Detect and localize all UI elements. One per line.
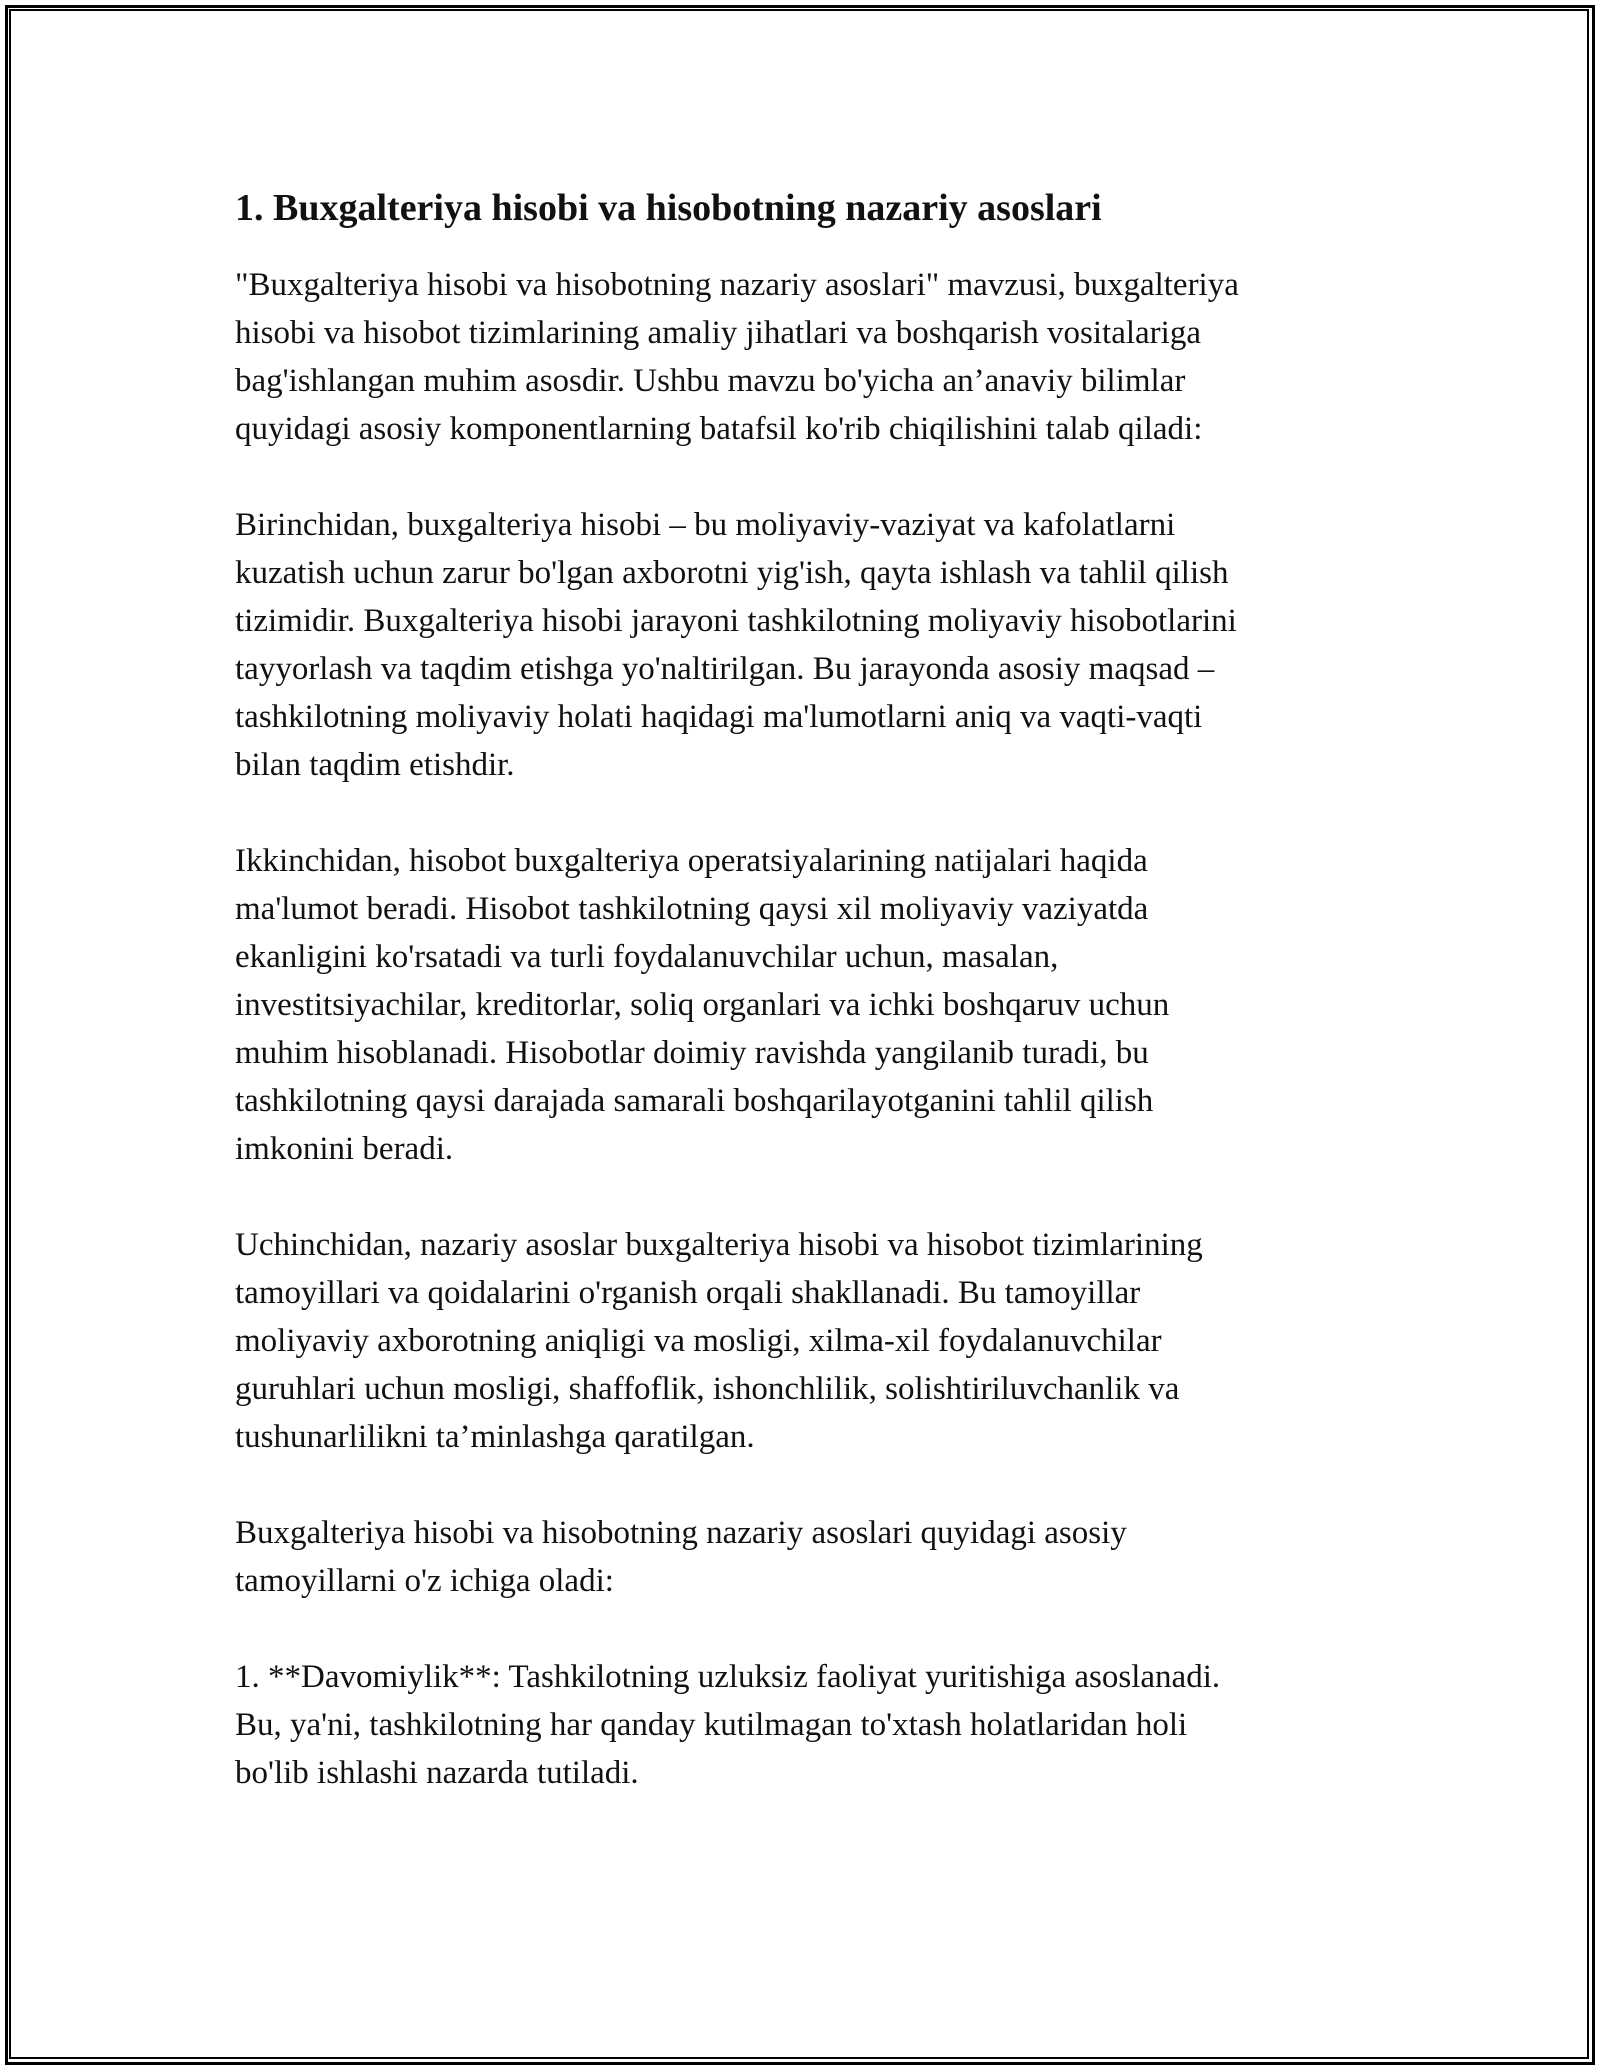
section-heading: 1. Buxgalteriya hisobi va hisobotning nazariy asoslari xyxy=(235,187,1102,229)
document-body xyxy=(235,185,1385,1845)
paragraph-principles-intro: Buxgalteriya hisobi va hisobotning nazariy asoslari quyidagi asosiy tamoyillarni o'z ichiga oladi: xyxy=(235,1514,1127,1599)
paragraph-first-point: Birinchidan, buxgalteriya hisobi – bu moliyaviy-vaziyat va kafolatlarni kuzatish uchun zarur bo'lgan axborotni yig'ish, qayta ishlash va tahlil qilish tizimidir. Buxgalteriya hisobi jarayoni tashkilotning moliyaviy hisobotlarini tayyorlash va taqdim etishga yo'naltirilgan. Bu jarayonda asosiy maqsad – tashkilotning moliyaviy holati haqidagi ma'lumotlarni aniq va vaqti-vaqti bilan taqdim etishdir. xyxy=(235,506,1237,783)
paragraph-third-point: Uchinchidan, nazariy asoslar buxgalteriya hisobi va hisobot tizimlarining tamoyillari va qoidalarini o'rganish orqali shakllanadi. Bu tamoyillar moliyaviy axborotning aniqligi va mosligi, xilma-xil foydalanuvchilar guruhlari uchun mosligi, shaffoflik, ishonchlilik, solishtiriluvchanlik va tushunarlilikni ta’minlashga qaratilgan. xyxy=(235,1226,1203,1455)
paragraph-principle-continuity: 1. **Davomiylik**: Tashkilotning uzluksiz faoliyat yuritishiga asoslanadi. Bu, ya'ni, tashkilotning har qanday kutilmagan to'xtash holatlaridan holi bo'lib ishlashi nazarda tutiladi. xyxy=(235,1658,1221,1791)
paragraph-intro: "Buxgalteriya hisobi va hisobotning nazariy asoslari" mavzusi, buxgalteriya hisobi va hisobot tizimlarining amaliy jihatlari va boshqarish vositalariga bag'ishlangan muhim asosdir. Ushbu mavzu bo'yicha an’anaviy bilimlar quyidagi asosiy komponentlarning batafsil ko'rib chiqilishini talab qiladi: xyxy=(235,266,1239,447)
paragraph-second-point: Ikkinchidan, hisobot buxgalteriya operatsiyalarining natijalari haqida ma'lumot beradi. Hisobot tashkilotning qaysi xil moliyaviy vaziyatda ekanligini ko'rsatadi va turli foydalanuvchilar uchun, masalan, investitsiyachilar, kreditorlar, soliq organlari va ichki boshqaruv uchun muhim hisoblanadi. Hisobotlar doimiy ravishda yangilanib turadi, bu tashkilotning qaysi darajada samarali boshqarilayotganini tahlil qilish imkonini beradi. xyxy=(235,842,1170,1167)
